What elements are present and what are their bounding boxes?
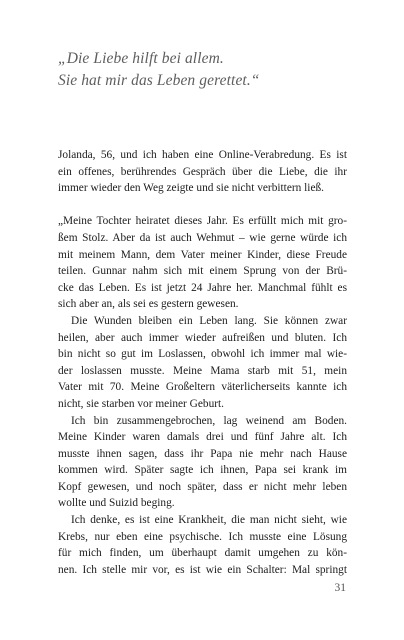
text-line: für mich finden, um überhaupt damit umgehen zu kön- [58, 547, 347, 560]
paragraph [58, 313, 347, 413]
page-number: 31 [334, 582, 346, 594]
text-line: ein offenes, berührendes Gespräch über die Liebe, die ihr [58, 165, 347, 178]
intro-paragraph [58, 147, 347, 197]
text-line: nicht, sie starben vor meiner Geburt. [58, 397, 225, 410]
body-text [58, 147, 347, 578]
text-line: Kopf gewesen, und noch später, dass er nicht mehr leben [58, 480, 347, 493]
pull-quote [58, 48, 378, 92]
text-line: nen. Ich stelle mir vor, es ist wie ein Schalter: Mal springt [58, 563, 347, 576]
text-line: Krebs, nur eben eine psychische. Ich musste eine Lösung [58, 530, 347, 543]
text-line: wollte und Suizid beging. [58, 497, 175, 510]
text-line: immer wieder den Weg zeigte und sie nicht verbittern ließ. [58, 182, 324, 195]
paragraph [58, 512, 347, 578]
text-line: kommen wird. Später sagte ich ihnen, Papa sei krank im [58, 464, 347, 477]
text-line: Ich bin zusammengebrochen, lag weinend am Boden. [71, 414, 347, 427]
paragraph [58, 413, 347, 513]
text-line: sich aber an, als sei es gestern gewesen. [58, 298, 239, 311]
text-line: Jolanda, 56, und ich haben eine Online-Verabredung. Es ist [58, 149, 347, 161]
pull-quote-line: „Die Liebe hilft bei allem. [58, 50, 224, 67]
text-line: bin nicht so gut im Loslassen, obwohl ich immer mal wie- [58, 348, 347, 361]
pull-quote-line: Sie hat mir das Leben gerettet.“ [58, 72, 260, 89]
text-line: heilen, aber auch immer wieder aufreißen und bluten. Ich [58, 331, 347, 344]
text-line: „Meine Tochter heiratet dieses Jahr. Es erfüllt mich mit gro- [58, 215, 347, 228]
text-line: Die Wunden bleiben ein Leben lang. Sie können zwar [71, 314, 347, 327]
text-line: Vater mit 70. Meine Großeltern väterlicherseits kannte ich [58, 381, 347, 394]
text-line: teilen. Gunnar nahm sich mit einem Sprung von der Brü- [58, 265, 347, 278]
paragraph [58, 213, 347, 313]
text-line: Meine Kinder waren damals drei und fünf Jahre alt. Ich [58, 431, 347, 444]
text-line: musste ihnen sagen, dass ihr Papa nie mehr nach Hause [58, 447, 347, 460]
text-line: der loslassen musste. Meine Mama starb mit 51, mein [58, 364, 347, 377]
text-line: mit meinem Mann, dem Vater meiner Kinder, diese Freude [58, 248, 347, 261]
text-line: cke das Leben. Es ist jetzt 24 Jahre her. Manchmal fühlt es [58, 281, 347, 294]
text-line: Ich denke, es ist eine Krankheit, die man nicht sieht, wie [71, 514, 347, 527]
text-line: ßem Stolz. Aber da ist auch Wehmut – wie gerne würde ich [58, 231, 347, 244]
